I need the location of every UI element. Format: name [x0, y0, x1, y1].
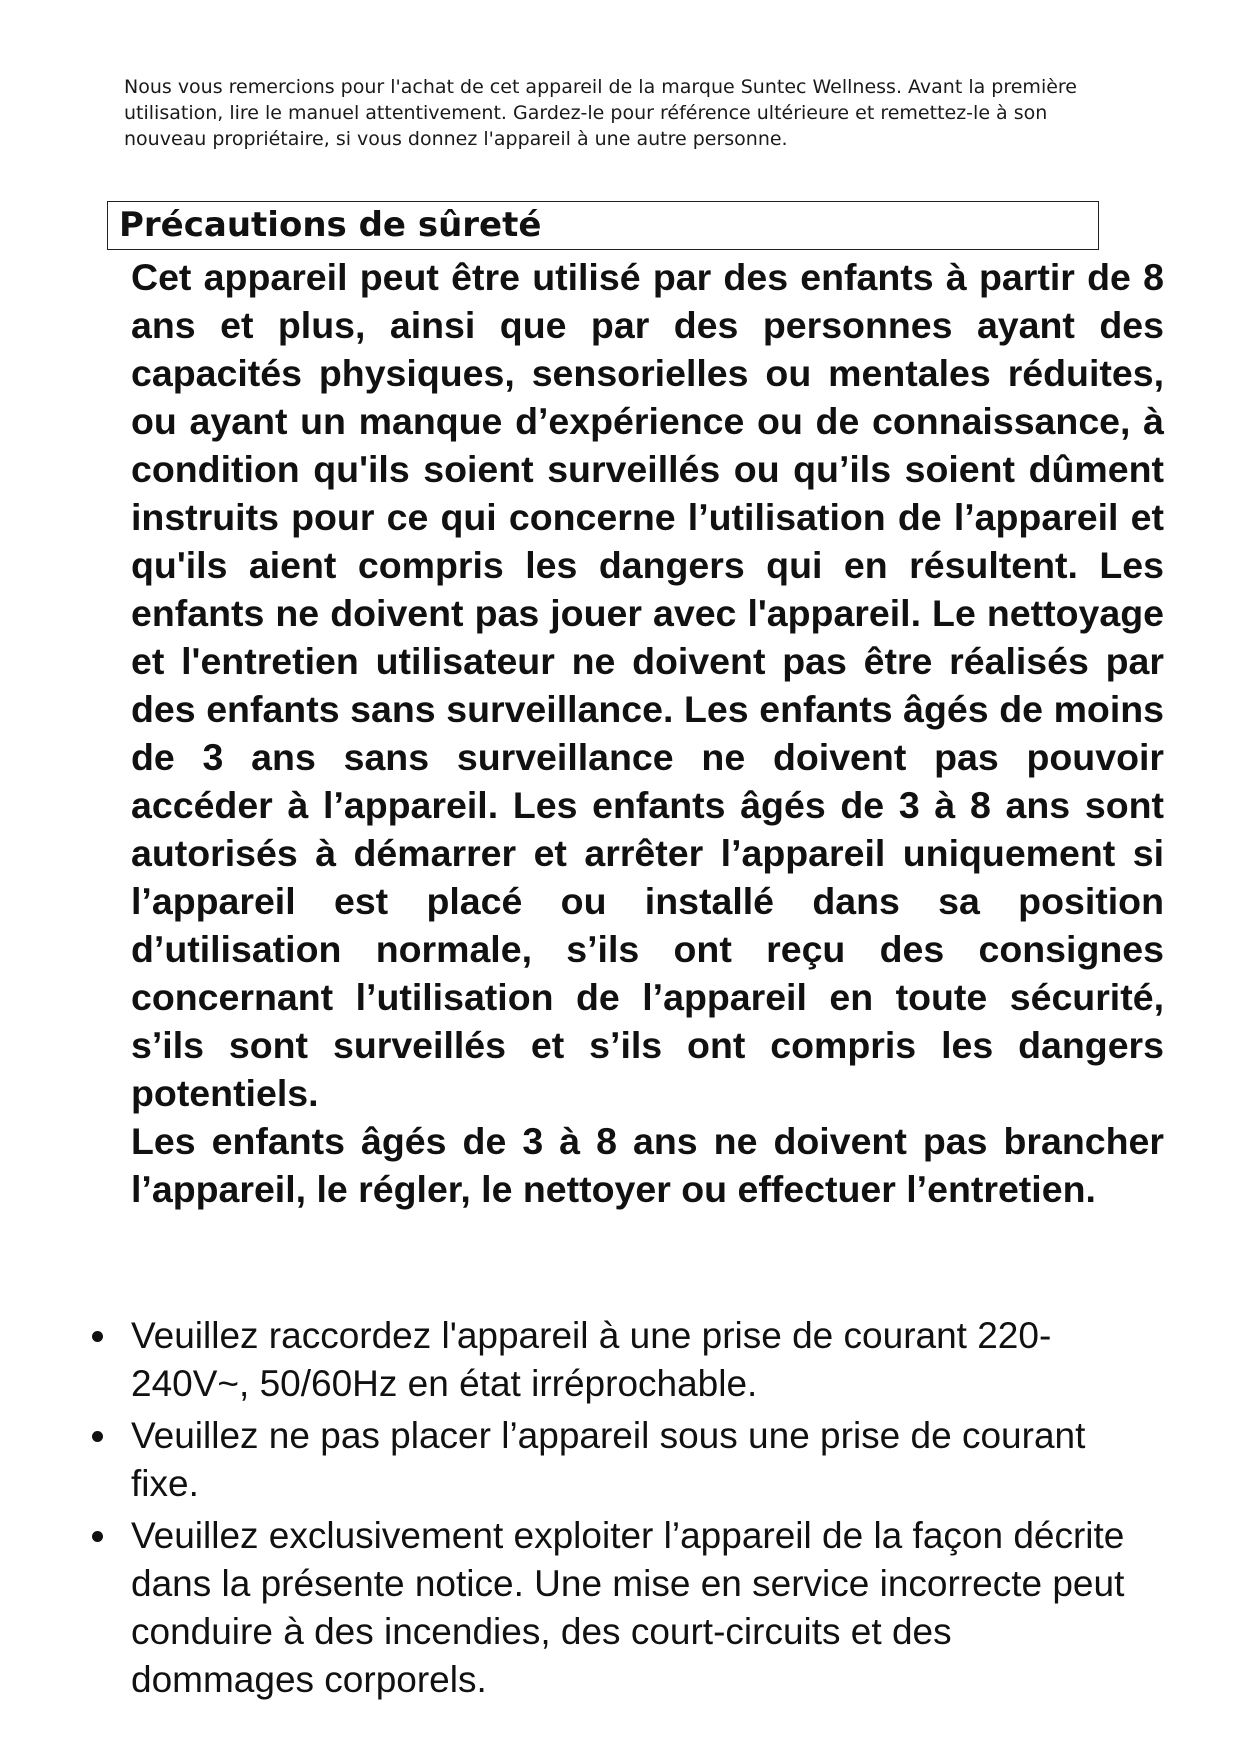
intro-paragraph: Nous vous remercions pour l'achat de cet appareil de la marque Suntec Wellness. Avant la première utilisation, lire le manuel attentivement. Gardez-le pour référence ultérieure et remettez-le à son nouveau propriétaire, si vous donnez l'appareil à une autre personne.: [124, 76, 1077, 150]
section-title: Précautions de sûreté: [119, 205, 542, 245]
bullet-text: Veuillez exclusivement exploiter l’appareil de la façon décrite dans la présente notice. Une mise en service incorrecte peut conduire à des incendies, des court-circuits et des dommages corporels.: [131, 1515, 1125, 1700]
bullet-text: Veuillez raccordez l'appareil à une prise de courant 220-240V~, 50/60Hz en état irréprochable.: [131, 1315, 1052, 1404]
bullet-icon: [92, 1431, 103, 1442]
safety-bullet-list: [90, 1312, 1140, 1708]
bullet-text: Veuillez ne pas placer l’appareil sous une prise de courant fixe.: [131, 1415, 1086, 1504]
list-item: [90, 1512, 1140, 1704]
warning-paragraph-connection: Les enfants âgés de 3 à 8 ans ne doivent pas brancher l’appareil, le régler, le nettoyer ou effectuer l’entretien.: [131, 1120, 1164, 1210]
list-item: [90, 1312, 1140, 1408]
bullet-icon: [92, 1331, 103, 1342]
safety-warning-block: [131, 253, 1164, 1213]
bullet-icon: [92, 1531, 103, 1542]
warning-paragraph-children: Cet appareil peut être utilisé par des enfants à partir de 8 ans et plus, ainsi que par des personnes ayant des capacités physiques, sensorielles ou mentales réduites, ou ayant un manque d’expérience ou de connaissance, à condition qu'ils soient surveillés ou qu’ils soient dûment instruits pour ce qui concerne l’utilisation de l’appareil et qu'ils aient compris les dangers qui en résultent. Les enfants ne doivent pas jouer avec l'appareil. Le nettoyage et l'entretien utilisateur ne doivent pas être réalisés par des enfants sans surveillance. Les enfants âgés de moins de 3 ans sans surveillance ne doivent pas pouvoir accéder à l’appareil. Les enfants âgés de 3 à 8 ans sont autorisés à démarrer et arrêter l’appareil uniquement si l’appareil est placé ou installé dans sa position d’utilisation normale, s’ils ont reçu des consignes concernant l’utilisation de l’appareil en toute sécurité, s’ils sont surveillés et s’ils ont compris les dangers potentiels.: [131, 256, 1164, 1114]
section-header-box: [107, 201, 1099, 250]
list-item: [90, 1412, 1140, 1508]
